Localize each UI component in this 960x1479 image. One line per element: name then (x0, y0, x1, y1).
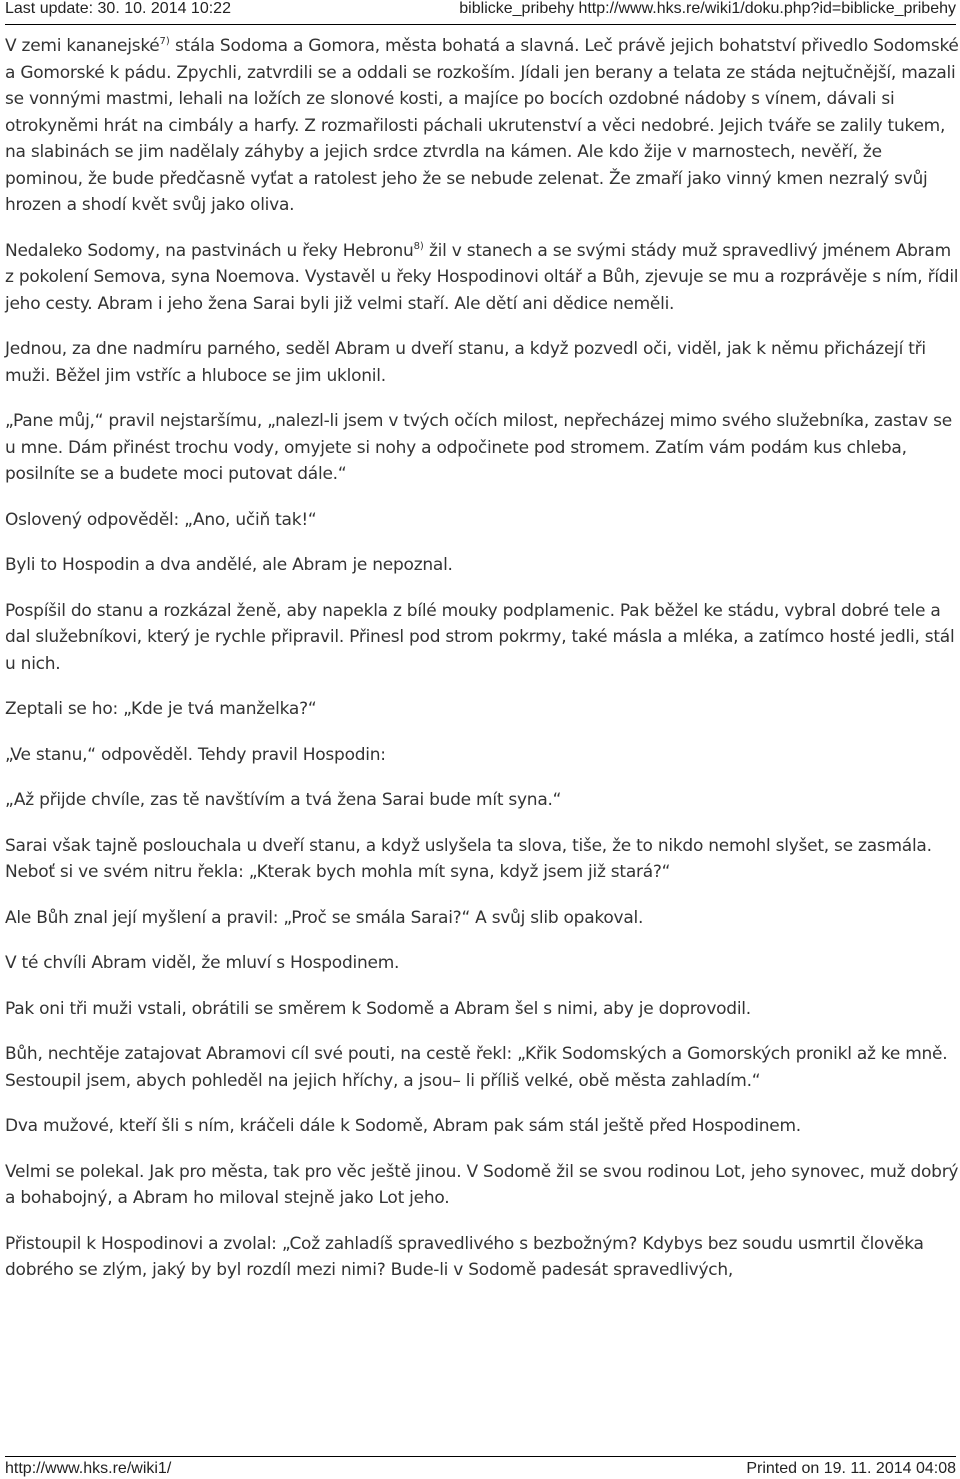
paragraph-18: Přistoupil k Hospodinovi a zvolal: „Což zahladíš spravedlivého s bezbožným? Kdybys bez soudu usmrtil člověka dobrého se zlým, jaký by byl rozdíl mezi nimi? Bude-li v Sodomě padesát spravedlivých, (5, 1233, 924, 1280)
page-header (5, 0, 956, 25)
footnote-ref-8[interactable]: 8) (413, 240, 424, 252)
paragraph-text: V zemi kananejské (5, 36, 160, 56)
paragraph-text: stála Sodoma a Gomora, města bohatá a slavná. Leč právě jejich bohatství přivedlo Sodomské a Gomorské k pádu. Zpychli, zatvrdili se a oddali se rozkoším. Jídali jen berany a telata ze stáda nejtučnější, mazali se vonnými mastmi, lehali na ložích ze slonové kosti, a majíce po bocích ozdobné nádoby s vínem, dávali si otrokyněmi hrát na cimbály a harfy. Z rozmařilosti páchali ukrutenství a věci nedobré. Jejich tváře se zalily tukem, na slabinách se jim nadělaly záhyby a jejich srdce ztvrdla na kámen. Ale kdo žije v marnostech, nevěří, že pominou, že bude předčasně vyťat a ratolest jeho že se nebude zelenat. Že zmaří jako vinný kmen nezralý svůj hrozen a shodí květ svůj jako oliva. (5, 36, 959, 215)
paragraph-11: Sarai však tajně poslouchala u dveří stanu, a když uslyšela ta slova, tiše, že to nikdo nemohl slyšet, se zasmála. Neboť si ve svém nitru řekla: „Kterak bych mohla mít syna, když jsem již stará?“ (5, 835, 932, 882)
paragraph-4: „Pane můj,“ pravil nejstaršímu, „nalezl-li jsem v tvých očích milost, nepřecházej mimo svého služebníka, zastav se u mne. Dám přinést trochu vody, omyjete si nohy a odpočinete pod stromem. Zatím vám podám kus chleba, posilníte se a budete moci putovat dále.“ (5, 411, 952, 484)
paragraph-7: Pospíšil do stanu a rozkázal ženě, aby napekla z bílé mouky podplamenic. Pak běžel ke stádu, vybral dobré tele a dal služebníkovi, který je rychle připravil. Přinesl pod strom pokrmy, také másla a mléka, a zatímco hosté jedli, stál u nich. (5, 600, 955, 674)
paragraph-14: Pak oni tři muži vstali, obrátili se směrem k Sodomě a Abram šel s nimi, aby je doprovodil. (5, 998, 751, 1019)
paragraph-9: „Ve stanu,“ odpověděl. Tehdy pravil Hospodin: (5, 744, 386, 765)
paragraph-5: Oslovený odpověděl: „Ano, učiň tak!“ (5, 509, 317, 530)
footnote-ref-7[interactable]: 7) (159, 36, 170, 47)
paragraph-1 (5, 33, 960, 219)
paragraph-13: V té chvíli Abram viděl, že mluví s Hospodinem. (5, 953, 400, 973)
page-id: biblicke_pribehy http://www.hks.re/wiki1/doku.php?id=biblicke_pribehy (459, 0, 956, 17)
paragraph-2 (5, 238, 960, 318)
last-update: Last update: 30. 10. 2014 10:22 (5, 0, 231, 17)
paragraph-16: Dva mužové, kteří šli s ním, kráčeli dále k Sodomě, Abram pak sám stál ještě před Hospodinem. (5, 1116, 801, 1136)
paragraph-text: žil v stanech a se svými stády muž spravedlivý jménem Abram z pokolení Semova, syna Noemova. Vystavěl u řeky Hospodinovi oltář a Bůh, zjevuje se mu a rozprávěje s ním, řídil jeho cesty. Abram i jeho žena Sarai byli již velmi staří. Ale dětí ani dědice neměli. (5, 240, 959, 314)
article-content (5, 33, 960, 1303)
footer-url[interactable]: http://www.hks.re/wiki1/ (5, 1460, 172, 1477)
paragraph-15: Bůh, nechtěje zatajovat Abramovi cíl své pouti, na cestě řekl: „Křik Sodomských a Gomorských pronikl až ke mně. Sestoupil jsem, abych pohleděl na jejich hříchy, a jsou– li příliš velké, obě města zahladím.“ (5, 1044, 948, 1091)
printed-date: Printed on 19. 11. 2014 04:08 (746, 1460, 956, 1477)
paragraph-text: Nedaleko Sodomy, na pastvinách u řeky Hebronu (5, 240, 414, 261)
paragraph-12: Ale Bůh znal její myšlení a pravil: „Proč se smála Sarai?“ A svůj slib opakoval. (5, 907, 644, 928)
paragraph-8: Zeptali se ho: „Kde je tvá manželka?“ (5, 699, 317, 719)
paragraph-3: Jednou, za dne nadmíru parného, seděl Abram u dveří stanu, a když pozvedl oči, viděl, jak k němu přicházejí tři muži. Běžel jim vstříc a hluboce se jim uklonil. (5, 339, 926, 386)
paragraph-17: Velmi se polekal. Jak pro města, tak pro věc ještě jinou. V Sodomě žil se svou rodinou Lot, jeho synovec, muž dobrý a bohabojný, a Abram ho miloval stejně jako Lot jeho. (5, 1161, 959, 1208)
page-footer (5, 1456, 956, 1479)
paragraph-6: Byli to Hospodin a dva andělé, ale Abram je nepoznal. (5, 555, 453, 575)
paragraph-10: „Až přijde chvíle, zas tě navštívím a tvá žena Sarai bude mít syna.“ (5, 790, 562, 810)
